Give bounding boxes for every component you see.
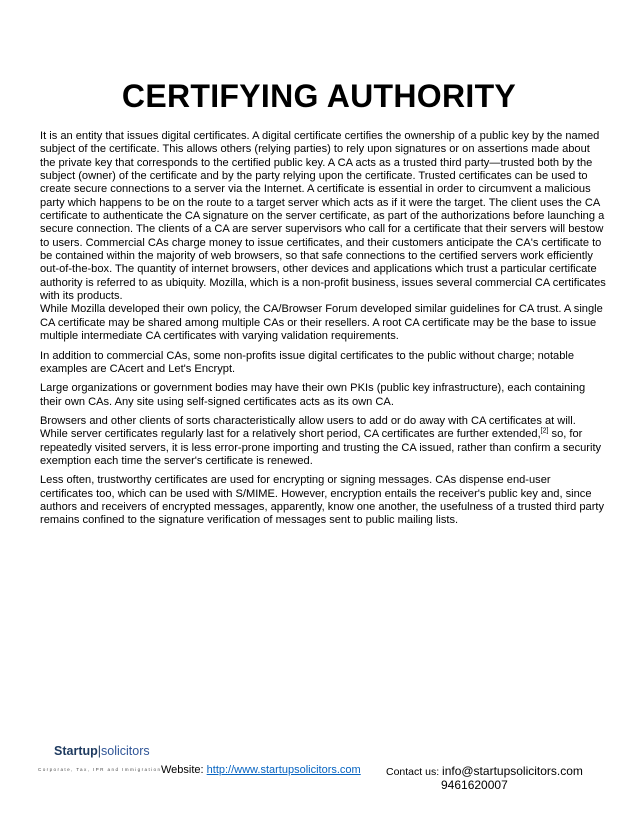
company-logo [38,744,168,778]
paragraph-pki: Large organizations or government bodies may have their own PKIs (public key infrastructure), each containing their own CAs. Any site using self-signed certificates acts as its own CA. [40,382,586,408]
website-info [161,764,361,776]
logo-startup: Startup [54,744,98,758]
paragraph-nonprofits: In addition to commercial CAs, some non-profits issue digital certificates to the public without charge; notable examples are CAcert and Let's Encrypt. [40,349,575,375]
paragraph-encryption: Less often, trustworthy certificates are used for encrypting or signing messages. CAs dispense end-user certificates too, which can be used with S/MIME. However, encryption entails the receiver's public key and, since authors and receivers of encrypted messages, apparently, know one another, the usefulness of a trusted third party remains confined to the signature verification of messages sent to public mailing lists. [40,474,605,527]
website-label: Website: [161,764,207,776]
paragraph-browsers [40,415,606,468]
page-footer [0,742,638,802]
document-body [40,130,606,534]
logo-solicitors: solicitors [101,744,150,758]
paragraph-intro-continued: While Mozilla developed their own policy, the CA/Browser Forum developed similar guidelines for CA trust. A single CA certificate may be shared among multiple CAs or their resellers. A root CA certificate may be the base to issue multiple intermediate CA certificates with varying validation requirements. [40,303,603,343]
contact-label: Contact us: [386,766,443,778]
logo-wordmark [54,744,150,758]
logo-separator: | [97,744,101,758]
citation-link[interactable]: [2] [540,427,549,435]
contact-email[interactable]: info@startupsolicitors.com [442,764,583,778]
page-title: CERTIFYING AUTHORITY [121,78,517,114]
paragraph-browsers-text: Browsers and other clients of sorts characteristically allow users to add or do away with CA certificates at will. While server certificates regularly last for a relatively short period, CA certificates are further extended, [40,414,576,441]
paragraph-intro [40,130,606,344]
contact-phone: 9461620007 [441,778,508,792]
paragraph-intro-text: It is an entity that issues digital certificates. A digital certificate certifies the ownership of a public key by the named subject of the certificate. This allows others (relying parties) to rely upon signatures or on assertions made about the private key that corresponds to the certified public key. A CA acts as a trusted third party—trusted both by the subject (owner) of the certificate and by the party relying upon the certificate. Trusted certificates can be used to create secure connections to a server via the Internet. A certificate is essential in order to circumvent a malicious party which happens to be on the route to a target server which acts as if it were the target. The client uses the CA certificate to authenticate the CA signature on the server certificate, as part of the authorizations before launching a secure connection. The clients of a CA are server supervisors who call for a certificate that their servers will bestow to users. Commercial CAs charge money to issue certificates, and their customers anticipate the CA's certificate to be contained within the majority of web browsers, so that safe connections to the certified servers work efficiently out-of-the-box. The quantity of internet browsers, other devices and applications which trust a particular certificate authority is referred to as ubiquity. Mozilla, which is a non-profit business, issues several commercial CA certificates with its products. [40,130,606,303]
website-link[interactable]: http://www.startupsolicitors.com [206,764,361,776]
paragraph-browsers-continued: so, for repeatedly visited servers, it is less error-prone importing and trusting the CA issued, rather than confirm a security exemption each time the server's certificate is renewed. [40,428,602,467]
logo-tagline: Corporate, Tax, IPR and Immigration [38,767,162,772]
contact-info [386,764,583,778]
